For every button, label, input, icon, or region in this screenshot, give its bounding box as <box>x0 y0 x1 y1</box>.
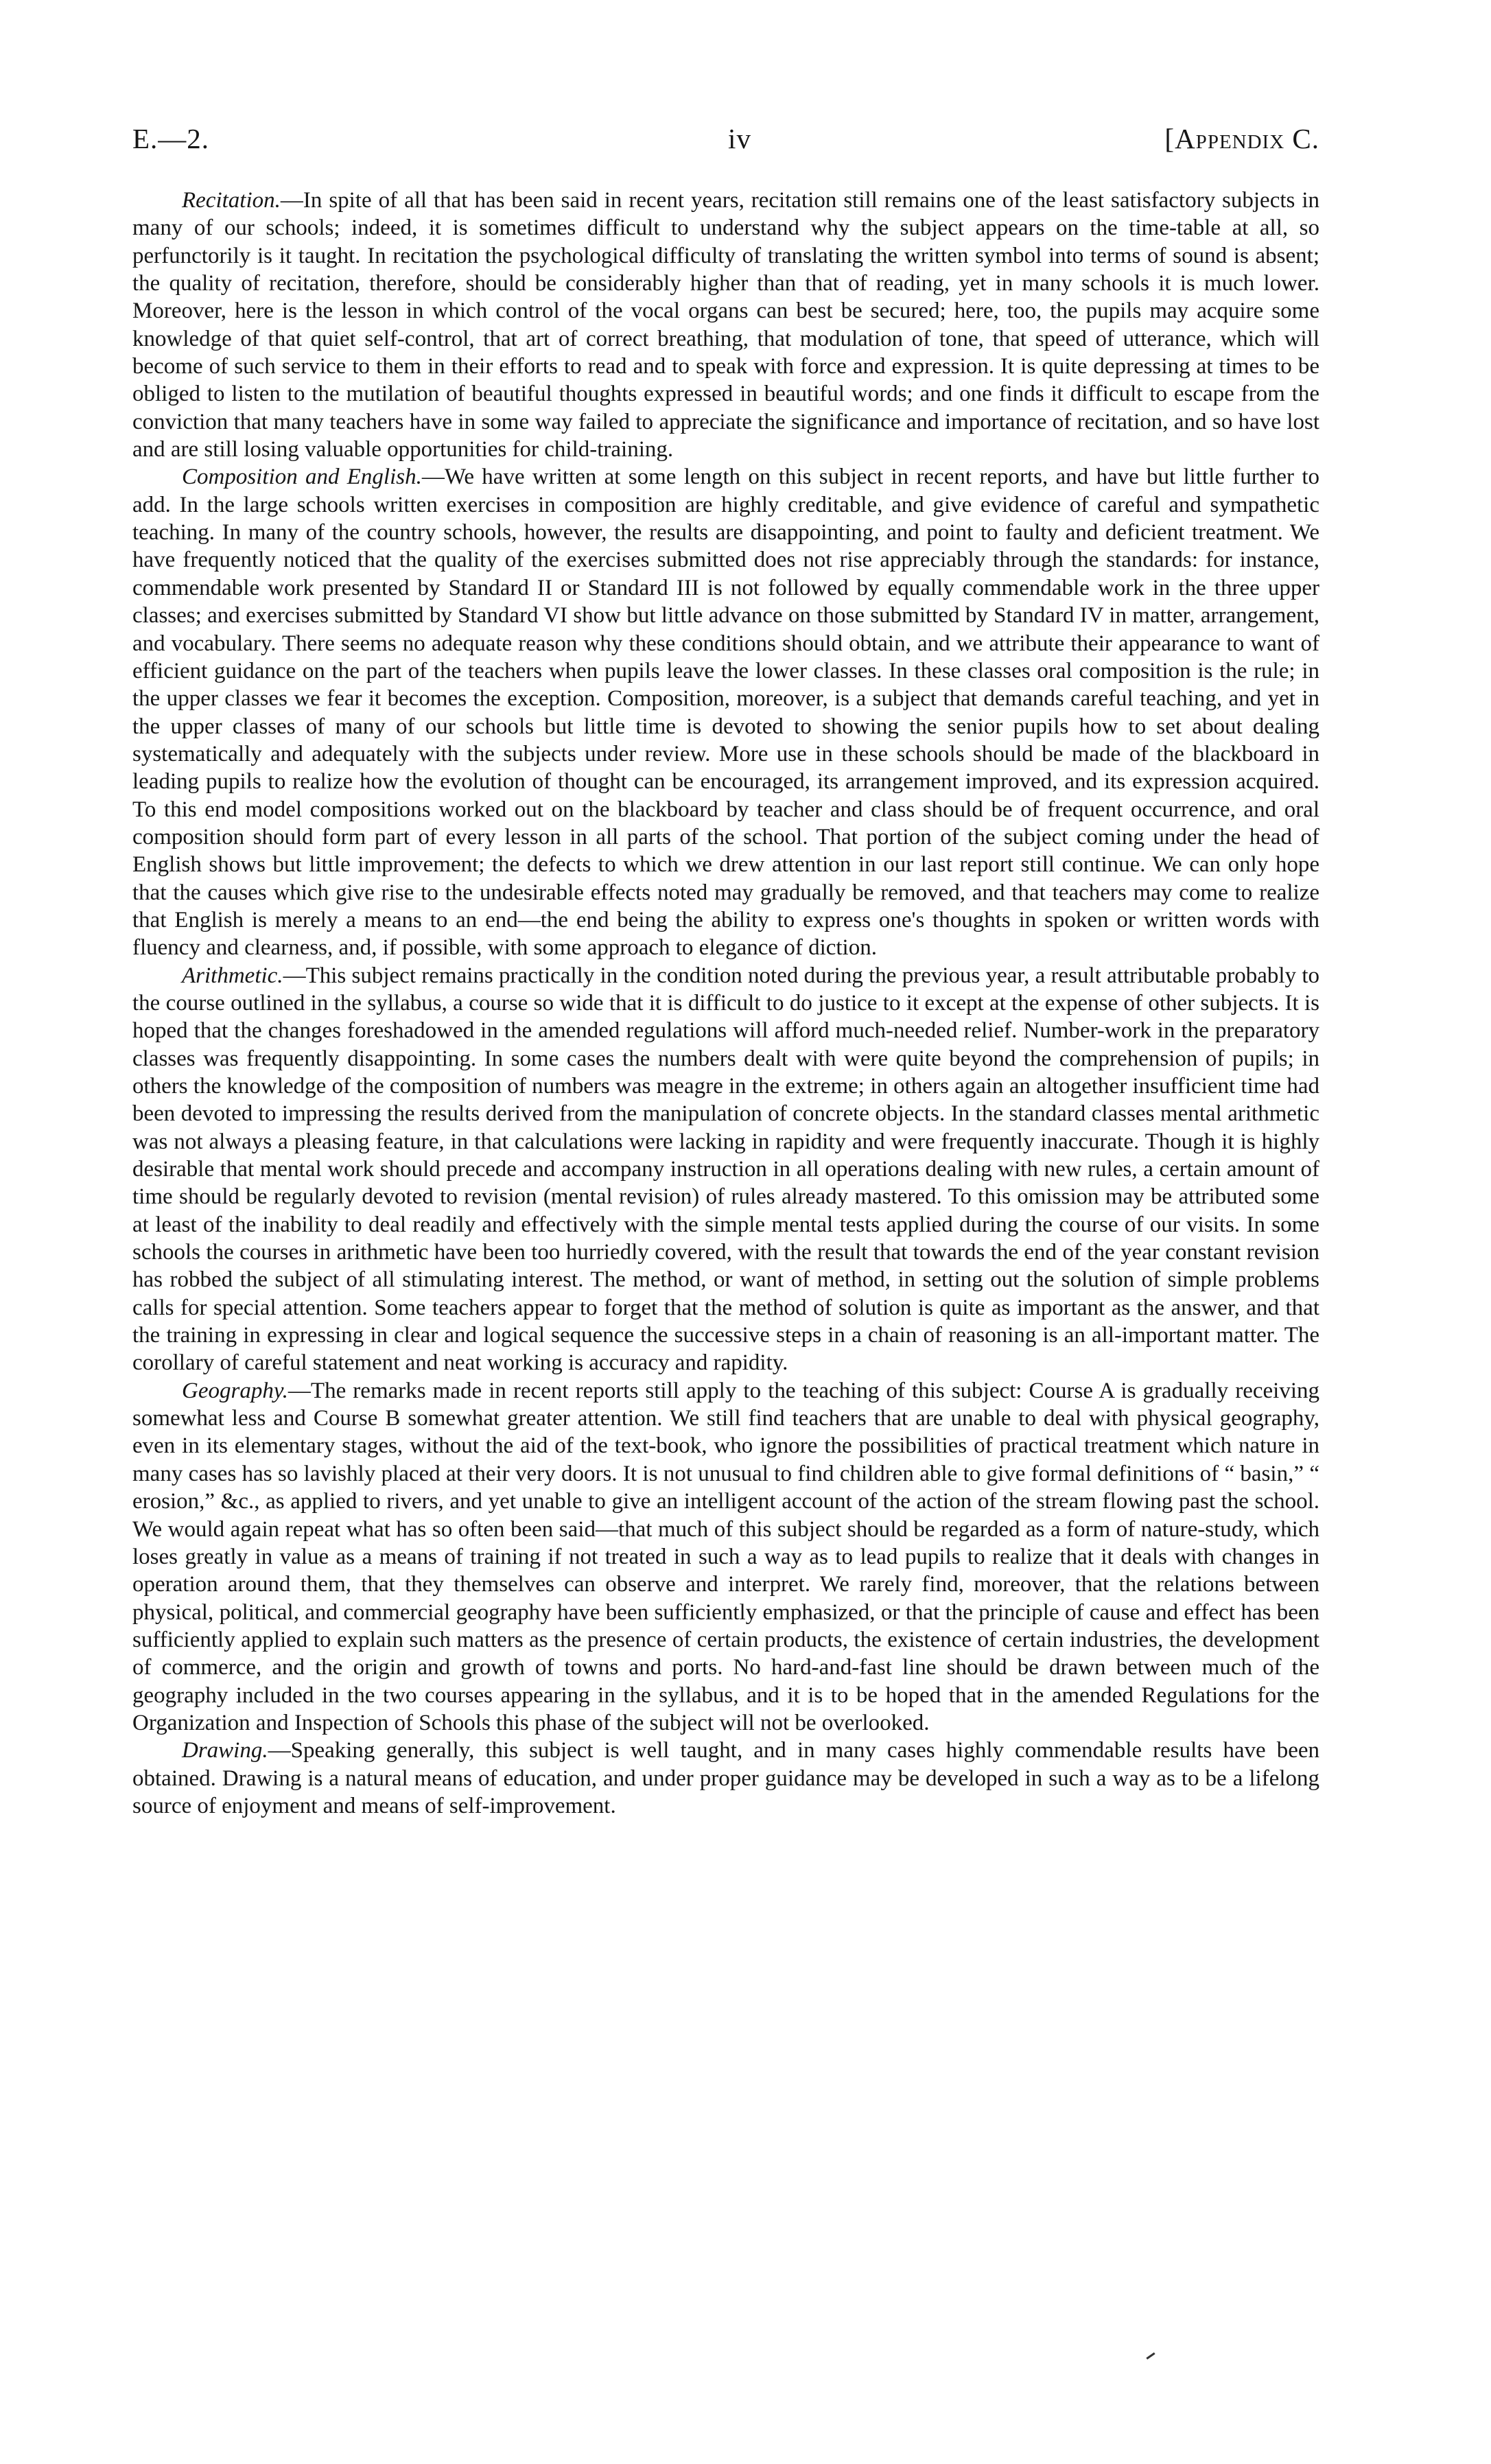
paragraph-arithmetic <box>132 962 1319 1377</box>
paragraph-text: —The remarks made in recent reports still apply to the teaching of this subject: Course A is gradually receiving somewhat less and Course B somewhat greater attention. We still find teachers that are unable to deal with physical geography, even in its elementary stages, without the aid of the text-book, who ignore the possibilities of practical treatment which nature in many cases has so lavishly placed at their very doors. It is not unusual to find children able to give formal definitions of “ basin,” “ erosion,” &c., as applied to rivers, and yet unable to give an intelligent account of the action of the stream flowing past the school. We would again repeat what has so often been said—that much of this subject should be regarded as a form of nature-study, which loses greatly in value as a means of training if not treated in such a way as to lead pupils to realize that it deals with changes in operation around them, that they themselves can observe and interpret. We rarely find, moreover, that the relations between physical, political, and commercial geography have been sufficiently emphasized, or that the principle of cause and effect has been sufficiently applied to explain such matters as the presence of certain products, the existence of certain industries, the development of commerce, and the origin and growth of towns and ports. No hard-and-fast line should be drawn between much of the geography included in the two courses appearing in the syllabus, and it is to be hoped that in the amended Regulations for the Organization and Inspection of Schools this phase of the subject will not be overlooked. <box>132 1378 1319 1735</box>
section-heading: Geography. <box>182 1378 288 1403</box>
section-heading: Composition and English. <box>182 465 422 490</box>
paragraph-text: —Speaking generally, this subject is well taught, and in many cases highly commendable results have been obtained. Drawing is a natural means of education, and under proper guidance may be developed in such a way as to be a lifelong source of enjoyment and means of self-improvement. <box>132 1738 1319 1818</box>
paragraph-text: —This subject remains practically in the condition noted during the previous year, a result attributable probably to the course outlined in the syllabus, a course so wide that it is difficult to do justice to it except at the expense of other subjects. It is hoped that the changes foreshadowed in the amended regulations will afford much-needed relief. Number-work in the preparatory classes was frequently disappointing. In some cases the numbers dealt with were quite beyond the comprehension of pupils; in others the knowledge of the composition of numbers was meagre in the extreme; in others again an altogether insufficient time had been devoted to impressing the results derived from the manipulation of concrete objects. In the standard classes mental arithmetic was not always a pleasing feature, in that calculations were lacking in rapidity and were frequently inaccurate. Though it is highly desirable that mental work should precede and accompany instruction in all operations dealing with new rules, a certain amount of time should be regularly devoted to revision (mental revision) of rules already mastered. To this omission may be attributed some at least of the inability to deal readily and effectively with the simple mental tests applied during the course of our visits. In some schools the courses in arithmetic have been too hurriedly covered, with the result that towards the end of the year constant revision has robbed the subject of all stimulating interest. The method, or want of method, in setting out the solution of simple problems calls for special attention. Some teachers appear to forget that the method of solution is quite as important as the answer, and that the training in expressing in clear and logical sequence the successive steps in a chain of reasoning is an all-important matter. The corollary of careful statement and neat working is accuracy and rapidity. <box>132 963 1319 1376</box>
appendix-label: [Appendix C. <box>1164 123 1319 154</box>
paragraph-composition <box>132 463 1319 961</box>
document-reference: E.—2. <box>132 123 210 154</box>
paragraph-geography <box>132 1377 1319 1737</box>
section-heading: Recitation. <box>182 188 281 213</box>
stray-pen-mark <box>1146 2352 1155 2359</box>
page-number: iv <box>728 123 751 154</box>
report-body <box>132 187 1319 1820</box>
paragraph-recitation <box>132 187 1319 463</box>
section-heading: Arithmetic. <box>182 963 283 988</box>
paragraph-text: —In spite of all that has been said in recent years, recitation still remains one of the least satisfactory subjects in many of our schools; indeed, it is sometimes difficult to understand why the subject appears on the time-table at all, so perfunctorily is it taught. In recitation the psychological difficulty of translating the written symbol into terms of sound is absent; the quality of recitation, therefore, should be considerably higher than that of reading, yet in many schools it is much lower. Moreover, here is the lesson in which control of the vocal organs can best be secured; here, too, the pupils may acquire some knowledge of that quiet self-control, that art of correct breathing, that modulation of tone, that speed of utterance, which will become of such service to them in their efforts to read and to speak with force and expression. It is quite depressing at times to be obliged to listen to the mutilation of beautiful thoughts expressed in beautiful words; and one finds it difficult to escape from the conviction that many teachers have in some way failed to appreciate the significance and importance of recitation, and so have lost and are still losing valuable opportunities for child-training. <box>132 188 1319 462</box>
paragraph-drawing <box>132 1737 1319 1820</box>
paragraph-text: —We have written at some length on this subject in recent reports, and have but little further to add. In the large schools written exercises in composition are highly creditable, and give evidence of careful and sympathetic teaching. In many of the country schools, however, the results are disappointing, and point to faulty and deficient treatment. We have frequently noticed that the quality of the exercises submitted does not rise appreciably through the standards: for instance, commendable work presented by Standard II or Standard III is not followed by equally commendable work in the three upper classes; and exercises submitted by Standard VI show but little advance on those submitted by Standard IV in matter, arrangement, and vocabulary. There seems no adequate reason why these conditions should obtain, and we attribute their appearance to want of efficient guidance on the part of the teachers when pupils leave the lower classes. In these classes oral composition is the rule; in the upper classes we fear it becomes the exception. Composition, moreover, is a subject that demands careful teaching, and yet in the upper classes of many of our schools but little time is devoted to showing the senior pupils how to set about dealing systematically and adequately with the subjects under review. More use in these schools should be made of the blackboard in leading pupils to realize how the evolution of thought can be encouraged, its arrangement improved, and its expression acquired. To this end model compositions worked out on the blackboard by teacher and class should be of frequent occurrence, and oral composition should form part of every lesson in all parts of the school. That portion of the subject coming under the head of English shows but little improvement; the defects to which we drew attention in our last report still continue. We can only hope that the causes which give rise to the undesirable effects noted may gradually be removed, and that teachers may come to realize that English is merely a means to an end—the end being the ability to express one's thoughts in spoken or written words with fluency and clearness, and, if possible, with some approach to elegance of diction. <box>132 465 1319 961</box>
page-header <box>132 122 1319 170</box>
section-heading: Drawing. <box>182 1738 268 1763</box>
